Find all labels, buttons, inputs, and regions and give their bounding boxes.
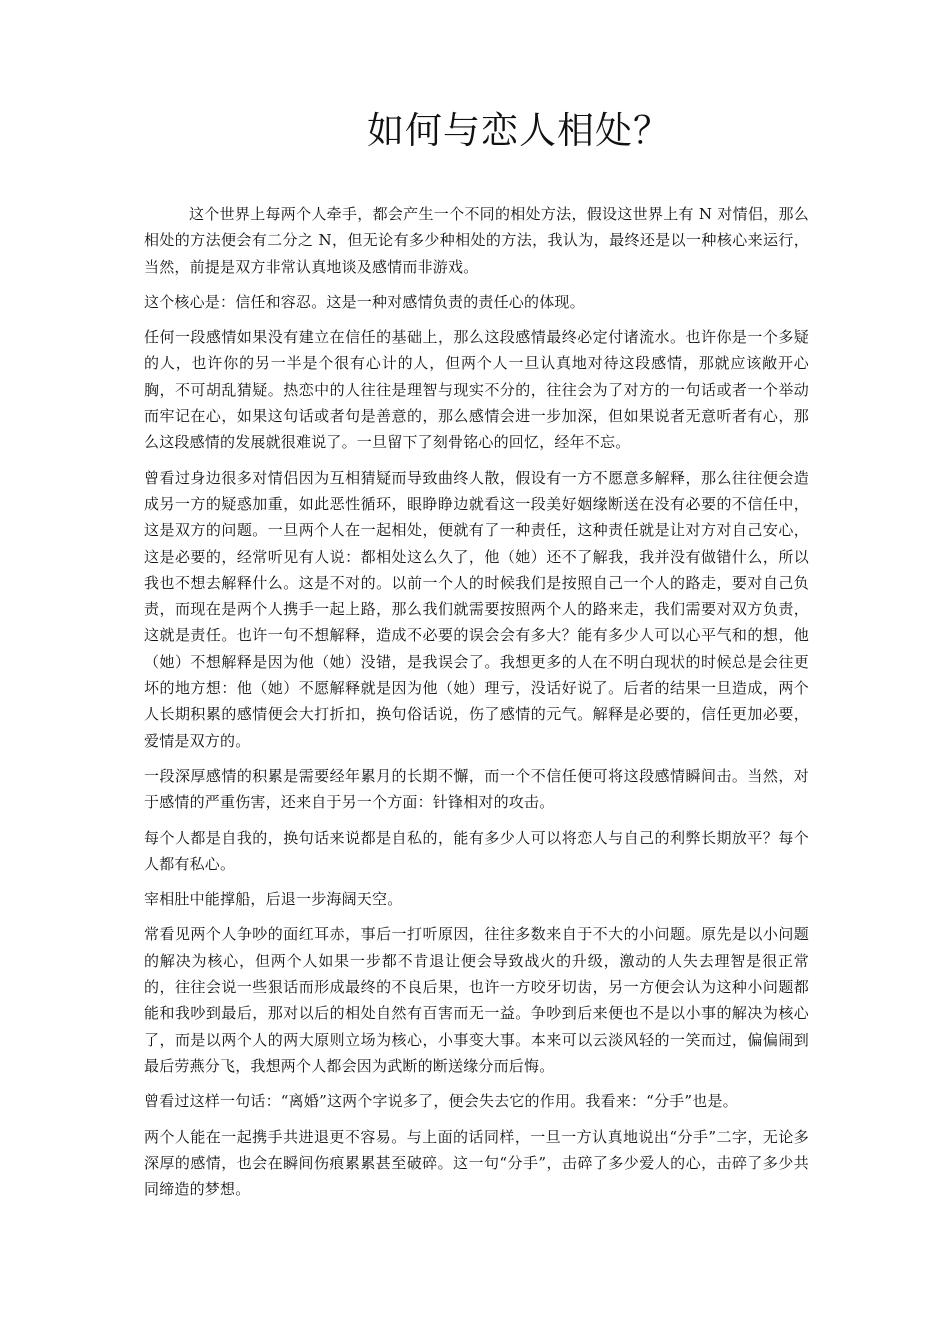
paragraph-5: 一段深厚感情的积累是需要经年累月的长期不懈，而一个不信任便可将这段感情瞬间击。当然，对于感情的严重伤害，还来自于另一个方面：针锋相对的攻击。 bbox=[144, 766, 809, 812]
paragraph-8: 常看见两个人争吵的面红耳赤，事后一打听原因，往往多数来自于不大的小问题。原先是以小问题的解决为核心，但两个人如果一步都不肯退让便会导致战火的升级，激动的人失去理智是很正常的，往往会说一些狠话而形成最终的不良后果，也许一方咬牙切齿，另一方便会认为这种小问题都能和我吵到最后，那对以后的相处自然有百害而无一益。争吵到后来便也不是以小事的解决为核心了，而是以两个人的两大原则立场为核心，小事变大事。本来可以云淡风轻的一笑而过，偏偏闹到最后劳燕分飞，我想两个人都会因为武断的断送缘分而后悔。 bbox=[144, 925, 809, 1075]
paragraph-9: 曾看过这样一句话：“离婚”这两个字说多了，便会失去它的作用。我看来：“分手”也是。 bbox=[144, 1092, 738, 1111]
paragraph-10: 两个人能在一起携手共进退更不容易。与上面的话同样，一旦一方认真地说出“分手”二字，无论多深厚的感情，也会在瞬间伤痕累累甚至破碎。这一句“分手”，击碎了多少爱人的心，击碎了多少共同缔造的梦想。 bbox=[144, 1127, 809, 1199]
paragraph-2: 这个核心是：信任和容忍。这是一种对感情负责的责任心的体现。 bbox=[144, 292, 585, 311]
paragraph-6: 每个人都是自我的，换句话来说都是自私的，能有多少人可以将恋人与自己的利弊长期放平？每个人都有私心。 bbox=[144, 828, 809, 873]
document-body bbox=[144, 201, 809, 1211]
paragraph-4: 曾看过身边很多对情侣因为互相猜疑而导致曲终人散，假设有一方不愿意多解释，那么往往便会造成另一方的疑惑加重，如此恶性循环，眼睁睁边就看这一段美好姻缘断送在没有必要的不信任中，这是双方的问题。一旦两个人在一起相处，便就有了一种责任，这种责任就是让对方对自己安心，这是必要的，经常听见有人说：都相处这么久了，他（她）还不了解我，我并没有做错什么，所以我也不想去解释什么。这是不对的。以前一个人的时候我们是按照自己一个人的路走，要对自己负责，而现在是两个人携手一起上路，那么我们就需要按照两个人的路来走，我们需要对双方负责，这就是责任。也许一句不想解释，造成不必要的误会会有多大？能有多少人可以心平气和的想，他（她）不想解释是因为他（她）没错，是我误会了。我想更多的人在不明白现状的时候总是会往更坏的地方想：他（她）不愿解释就是因为他（她）理亏，没话好说了。后者的结果一旦造成，两个人长期积累的感情便会大打折扣，换句俗话说，伤了感情的元气。解释是必要的，信任更加必要，爱情是双方的。 bbox=[144, 468, 809, 750]
paragraph-1: 这个世界上每两个人牵手，都会产生一个不同的相处方法，假设这世界上有 N 对情侣，那么相处的方法便会有二分之 N，但无论有多少种相处的方法，我认为，最终还是以一种核心来运行，当然，前提是双方非常认真地谈及感情而非游戏。 bbox=[144, 205, 809, 276]
document-title: 如何与恋人相处？ bbox=[367, 109, 671, 152]
paragraph-7: 宰相肚中能撑船，后退一步海阔天空。 bbox=[144, 890, 403, 909]
paragraph-3: 任何一段感情如果没有建立在信任的基础上，那么这段感情最终必定付诸流水。也许你是一个多疑的人，也许你的另一半是个很有心计的人，但两个人一旦认真地对待这段感情，那就应该敞开心胸，不可胡乱猜疑。热恋中的人往往是理智与现实不分的，往往会为了对方的一句话或者一个举动而牢记在心，如果这句话或者句是善意的，那么感情会进一步加深，但如果说者无意听者有心，那么这段感情的发展就很难说了。一旦留下了刻骨铭心的回忆，经年不忘。 bbox=[144, 328, 809, 452]
